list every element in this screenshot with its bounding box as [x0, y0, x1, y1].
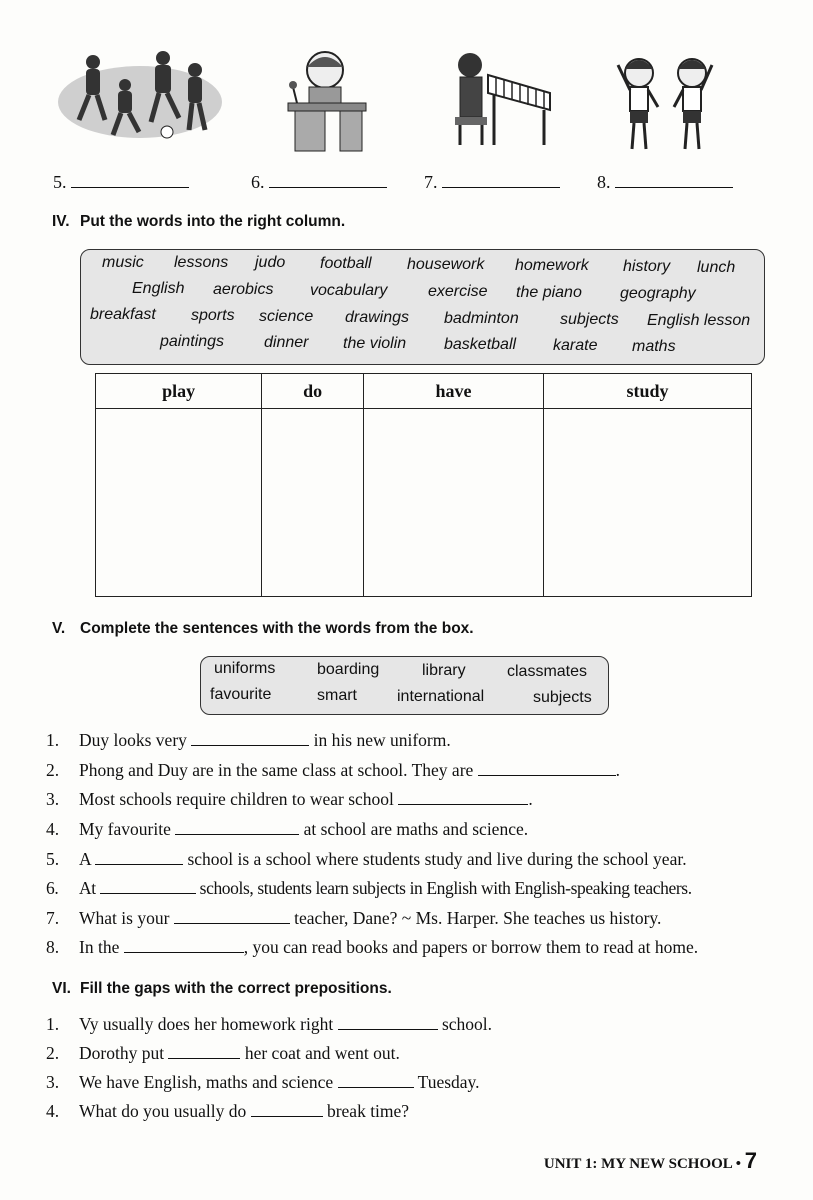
word-box-item: paintings	[160, 333, 225, 350]
answer-gap[interactable]	[100, 879, 196, 894]
picture-7-blank[interactable]: 7.	[424, 172, 560, 193]
word-box-item: football	[320, 255, 372, 272]
answer-gap[interactable]	[191, 731, 309, 746]
football-players-picture	[55, 40, 225, 150]
word-box-item: breakfast	[90, 306, 156, 323]
word-box-item: international	[397, 688, 485, 705]
word-box-item: boarding	[317, 661, 380, 678]
sentence-5-6: 6. At schools, students learn subjects in English with English-speaking teachers.	[46, 878, 692, 898]
word-box-item: dinner	[264, 334, 309, 351]
picture-5-blank[interactable]: 5.	[53, 172, 189, 193]
sentence-5-4: 4. My favourite at school are maths and science.	[46, 819, 529, 839]
sentence-5-7: 7. What is your teacher, Dane? ~ Ms. Harper. She teaches us history.	[46, 908, 662, 928]
sentence-6-3: 3. We have English, maths and science Tuesday.	[46, 1072, 480, 1092]
sorting-table	[95, 373, 752, 597]
answer-gap[interactable]	[398, 790, 528, 805]
section-6-heading: VI. Fill the gaps with the correct prepositions.	[52, 980, 392, 997]
word-box-item: vocabulary	[310, 282, 388, 299]
unit-title: UNIT 1: MY NEW SCHOOL	[543, 1156, 732, 1172]
word-box-item: judo	[255, 254, 286, 271]
word-box-item: geography	[620, 285, 696, 302]
column-header-play: play	[96, 374, 262, 409]
column-cell-play[interactable]	[96, 409, 262, 597]
girl-playing-piano-picture	[450, 45, 555, 150]
sentence-6-1: 1. Vy usually does her homework right school.	[46, 1014, 493, 1034]
word-box-item: sports	[191, 307, 235, 324]
word-box-item: karate	[553, 337, 598, 354]
word-box-item: housework	[407, 256, 485, 273]
word-box-item: English	[132, 280, 185, 297]
sentence-6-4: 4. What do you usually do break time?	[46, 1101, 410, 1121]
word-box-item: maths	[632, 338, 676, 355]
word-box-item: lunch	[697, 259, 736, 276]
word-box-item: classmates	[507, 663, 588, 680]
sentence-5-1: 1. Duy looks very in his new uniform.	[46, 730, 451, 750]
answer-gap[interactable]	[478, 761, 616, 776]
word-box-item: library	[422, 662, 466, 679]
word-box-item: drawings	[345, 309, 410, 326]
word-box-item: music	[102, 254, 144, 271]
sentence-5-5: 5. A school is a school where students study and live during the school year.	[46, 849, 687, 869]
picture-8-blank[interactable]: 8.	[597, 172, 733, 193]
answer-gap[interactable]	[338, 1073, 414, 1088]
word-box-item: badminton	[444, 310, 519, 327]
sentence-6-2: 2. Dorothy put her coat and went out.	[46, 1043, 400, 1063]
word-box-item: history	[623, 258, 671, 275]
word-box-item: aerobics	[213, 281, 274, 298]
column-header-study: study	[544, 374, 752, 409]
column-cell-have[interactable]	[363, 409, 543, 597]
sentence-5-3: 3. Most schools require children to wear school .	[46, 789, 533, 809]
word-box-item: uniforms	[214, 660, 276, 677]
answer-gap[interactable]	[95, 850, 183, 865]
picture-6-blank[interactable]: 6.	[251, 172, 387, 193]
sentence-5-8: 8. In the , you can read books and papers or borrow them to read at home.	[46, 937, 699, 957]
answer-gap[interactable]	[338, 1015, 438, 1030]
word-box-item: the piano	[516, 284, 582, 301]
section-4-heading: IV. Put the words into the right column.	[52, 213, 346, 230]
word-box-item: subjects	[560, 311, 619, 328]
answer-gap[interactable]	[124, 938, 244, 953]
footer-bullet: •	[735, 1156, 741, 1172]
column-cell-study[interactable]	[544, 409, 752, 597]
word-box-item: science	[259, 308, 314, 325]
answer-gap[interactable]	[251, 1102, 323, 1117]
word-box-item: exercise	[428, 283, 488, 300]
answer-gap[interactable]	[175, 820, 299, 835]
word-box-item: favourite	[210, 686, 272, 703]
word-box-item: the violin	[343, 335, 407, 352]
answer-gap[interactable]	[168, 1044, 240, 1059]
children-exercising-picture	[612, 45, 722, 155]
word-box-item: English lesson	[647, 312, 751, 329]
page-number: 7	[744, 1148, 757, 1173]
word-box-item: smart	[317, 687, 357, 704]
page-footer	[544, 1148, 757, 1174]
section-5-heading: V. Complete the sentences with the words from the box.	[52, 620, 474, 637]
boy-studying-picture	[285, 45, 370, 155]
word-box-item: subjects	[533, 689, 592, 706]
column-header-have: have	[363, 374, 543, 409]
answer-gap[interactable]	[174, 909, 290, 924]
sentence-5-2: 2. Phong and Duy are in the same class at school. They are .	[46, 760, 621, 780]
column-cell-do[interactable]	[262, 409, 364, 597]
word-box-item: homework	[515, 257, 589, 274]
column-header-do: do	[262, 374, 364, 409]
word-box-item: basketball	[444, 336, 517, 353]
word-box-item: lessons	[174, 254, 229, 271]
